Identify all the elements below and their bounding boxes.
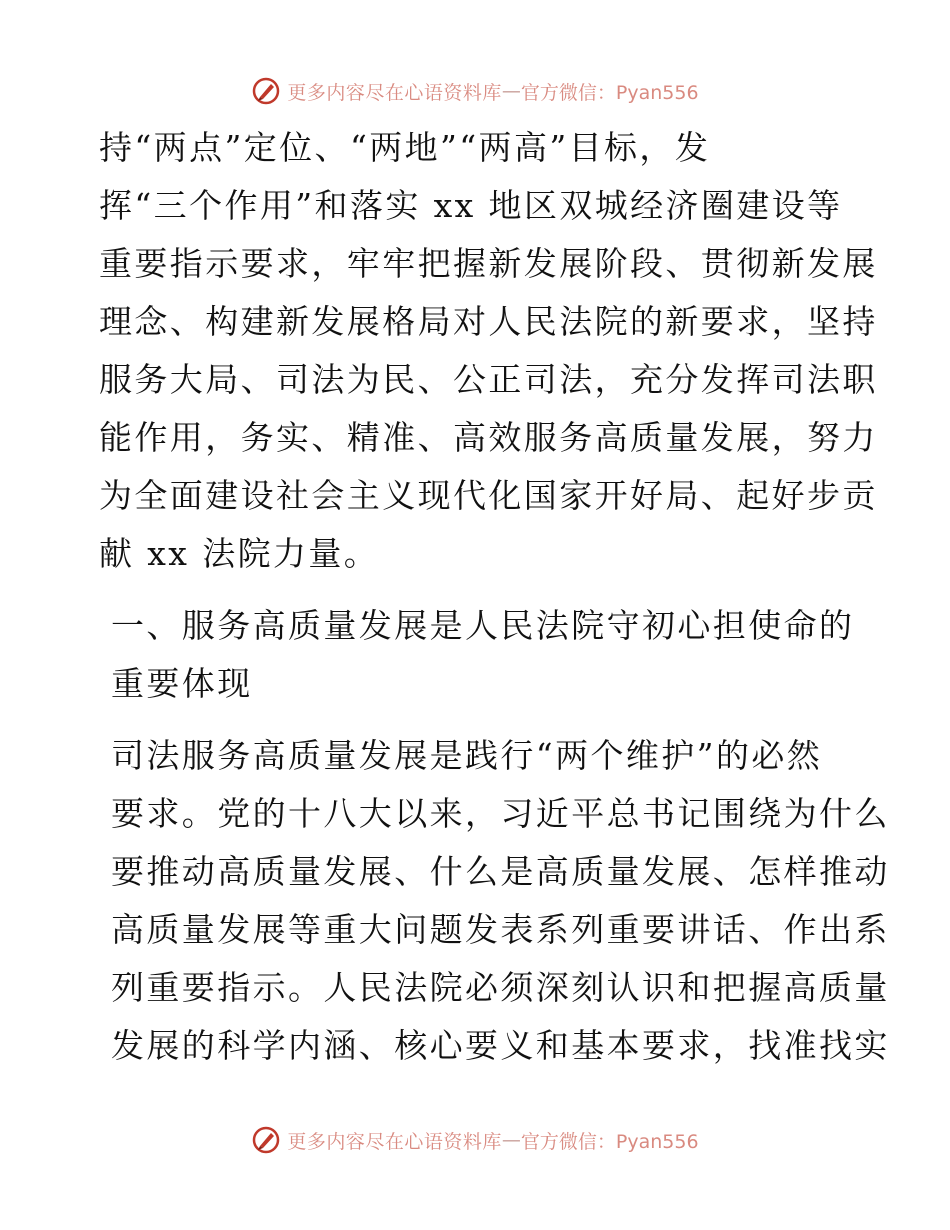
watermark-text: 更多内容尽在心语资料库 [287, 81, 502, 104]
watermark-separator: — [501, 80, 521, 102]
text-line: 重要指示要求，牢牢把握新发展阶段、贯彻新发展 [99, 244, 878, 283]
text-line: 发展的科学内涵、核心要义和基本要求，找准找实 [111, 1026, 890, 1065]
watermark-text: 更多内容尽在心语资料库 [287, 1130, 502, 1153]
header-watermark [0, 71, 950, 111]
watermark-contact: 官方微信：Pyan556 [520, 81, 699, 104]
text-line: 司法服务高质量发展是践行“两个维护”的必然 [111, 736, 823, 775]
paragraph-intro [99, 119, 878, 583]
text-line: 服务大局、司法为民、公正司法，充分发挥司法职 [99, 360, 878, 399]
pen-logo-icon [251, 1125, 281, 1155]
document-body [99, 119, 890, 1075]
heading-line: 重要体现 [111, 664, 253, 703]
text-line: 要推动高质量发展、什么是高质量发展、怎样推动 [111, 852, 890, 891]
text-line: 能作用，务实、精准、高效服务高质量发展，努力 [99, 418, 878, 457]
pen-logo-icon [251, 76, 281, 106]
text-line: 理念、构建新发展格局对人民法院的新要求，坚持 [99, 302, 878, 341]
paragraph-body [99, 727, 890, 1075]
text-line: 列重要指示。人民法院必须深刻认识和把握高质量 [111, 968, 890, 1007]
text-line: 持“两点”定位、“两地”“两高”目标，发 [99, 128, 711, 167]
heading-line: 一、服务高质量发展是人民法院守初心担使命的 [111, 606, 855, 645]
watermark-contact: 官方微信：Pyan556 [520, 1130, 699, 1153]
text-line: 为全面建设社会主义现代化国家开好局、起好步贡 [99, 476, 878, 515]
section-heading [99, 597, 859, 713]
text-line: 献 xx 法院力量。 [99, 534, 380, 573]
text-line: 要求。党的十八大以来，习近平总书记围绕为什么 [111, 794, 890, 833]
text-line: 挥“三个作用”和落实 xx 地区双城经济圈建设等 [99, 186, 843, 225]
watermark-separator: — [501, 1129, 521, 1151]
text-line: 高质量发展等重大问题发表系列重要讲话、作出系 [111, 910, 890, 949]
footer-watermark [0, 1120, 950, 1160]
